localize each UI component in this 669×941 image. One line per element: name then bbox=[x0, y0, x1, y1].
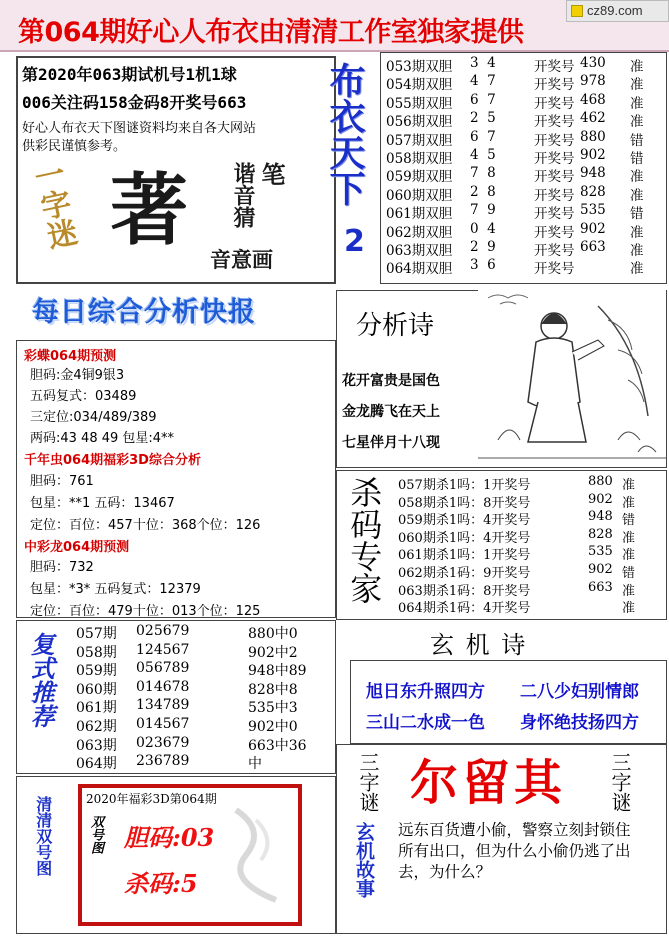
three-char-big-text: 尔留其 bbox=[410, 755, 567, 811]
double-dan-nums: 4 7 bbox=[470, 73, 496, 90]
kill-code-status: 错 bbox=[622, 513, 636, 529]
source-note-line1: 好心人布衣天下图谜资料均来自各大网站 bbox=[22, 121, 257, 136]
three-char-label-left: 三字谜 bbox=[356, 752, 380, 812]
compound-code: 236789 bbox=[136, 753, 190, 770]
kill-code-result: 948 bbox=[588, 509, 613, 525]
three-char-label-right: 三字谜 bbox=[608, 752, 632, 812]
double-dan-result: 978 bbox=[580, 73, 606, 90]
double-dan-period: 057期双胆 bbox=[386, 132, 453, 149]
xuanji-poem-title: 玄 机 诗 bbox=[430, 631, 528, 659]
scholar-illustration bbox=[478, 290, 666, 466]
double-dan-label: 开奖号 bbox=[534, 187, 575, 204]
kill-code-text: 064期杀1码：4开奖号 bbox=[398, 601, 531, 617]
qnc-line: 包星：**1 五码：13467 bbox=[30, 496, 175, 511]
compound-code: 056789 bbox=[136, 660, 190, 677]
double-dan-period: 059期双胆 bbox=[386, 169, 453, 186]
double-dan-nums: 2 9 bbox=[470, 239, 496, 255]
analysis-poem-line: 金龙腾飞在天上 bbox=[342, 404, 440, 420]
double-dan-period: 063期双胆 bbox=[386, 243, 453, 259]
double-dan-result: 880 bbox=[580, 128, 606, 145]
double-dan-period: 056期双胆 bbox=[386, 114, 453, 131]
double-dan-period: 060期双胆 bbox=[386, 187, 453, 204]
double-dan-nums: 0 4 bbox=[470, 220, 496, 237]
kill-code-text: 059期杀1吗：4开奖号 bbox=[398, 513, 531, 529]
double-dan-nums: 3 6 bbox=[470, 257, 496, 274]
page-title: 第064期好心人布衣由清清工作室独家提供 bbox=[18, 17, 524, 48]
double-dan-status: 准 bbox=[630, 77, 644, 94]
double-dan-label: 开奖号 bbox=[534, 114, 575, 131]
double-dan-nums: 4 5 bbox=[470, 147, 496, 163]
double-dan-label: 开奖号 bbox=[534, 151, 575, 167]
kill-code-status: 准 bbox=[622, 478, 636, 493]
double-dan-nums: 6 7 bbox=[470, 91, 496, 108]
double-dan-result: 902 bbox=[580, 220, 606, 237]
double-dan-result: 663 bbox=[580, 239, 606, 255]
story-side-label: 玄机故事 bbox=[353, 822, 375, 898]
compound-code: 124567 bbox=[136, 641, 190, 658]
qnc-line: 定位：百位：457十位：368个位：126 bbox=[30, 518, 261, 533]
qnc-line: 胆码：761 bbox=[30, 474, 94, 489]
compound-period: 064期 bbox=[76, 756, 117, 773]
compound-period: 059期 bbox=[76, 663, 117, 680]
kill-code-status: 准 bbox=[622, 495, 636, 511]
daily-analysis-banner: 每日综合分析快报 bbox=[32, 297, 256, 328]
double-dan-nums: 6 7 bbox=[470, 128, 496, 145]
double-dan-status: 准 bbox=[630, 95, 644, 112]
compound-result: 663中36 bbox=[248, 737, 307, 754]
chart-vertical-label: 双号图 bbox=[88, 815, 103, 854]
zcl-line: 胆码：732 bbox=[30, 560, 94, 575]
story-text: 远东百货遭小偷，警察立刻封锁住所有出口，但为什么小偷仍逃了出去，为什么？ bbox=[398, 821, 631, 881]
kill-code-status: 错 bbox=[622, 566, 636, 581]
compound-code: 014567 bbox=[136, 716, 190, 732]
kill-code-result: 902 bbox=[588, 491, 613, 507]
caidie-line: 五码复式：03489 bbox=[30, 389, 137, 404]
double-dan-period: 054期双胆 bbox=[386, 77, 453, 94]
compound-period: 062期 bbox=[76, 719, 117, 735]
double-dan-status: 准 bbox=[630, 261, 644, 278]
xuanji-line: 身怀绝技扬四方 bbox=[520, 713, 639, 733]
double-dan-status: 错 bbox=[630, 132, 644, 149]
zcl-heading: 中彩龙064期预测 bbox=[24, 540, 130, 555]
xuanji-line: 三山二水成一色 bbox=[366, 713, 485, 733]
analysis-poem-title: 分析诗 bbox=[356, 311, 435, 341]
double-dan-status: 准 bbox=[630, 59, 644, 75]
double-dan-status: 准 bbox=[630, 224, 644, 241]
zcl-line: 定位：百位：479十位：013个位：125 bbox=[30, 604, 261, 619]
compound-period: 057期 bbox=[76, 626, 117, 642]
double-dan-period: 062期双胆 bbox=[386, 224, 453, 241]
double-dan-result: 948 bbox=[580, 165, 606, 182]
kill-code-result: 535 bbox=[588, 544, 613, 560]
riddle-hint-col2: 音意画 bbox=[210, 247, 273, 272]
kill-code-status: 准 bbox=[622, 548, 636, 564]
xuanji-line: 旭日东升照四方 bbox=[366, 682, 485, 702]
one-char-riddle-label: 一字迷 bbox=[26, 157, 79, 253]
compound-result: 535中3 bbox=[248, 700, 298, 717]
kill-code-status: 准 bbox=[622, 530, 636, 546]
double-dan-result: 828 bbox=[580, 183, 606, 200]
compound-code: 023679 bbox=[136, 734, 190, 751]
double-dan-status: 准 bbox=[630, 114, 644, 131]
compound-result: 828中8 bbox=[248, 681, 298, 698]
double-dan-label: 开奖号 bbox=[534, 59, 575, 75]
double-dan-period: 053期双胆 bbox=[386, 59, 453, 75]
kill-code-status: 准 bbox=[622, 583, 636, 599]
double-dan-label: 开奖号 bbox=[534, 243, 575, 259]
double-dan-label: 开奖号 bbox=[534, 132, 575, 149]
decorative-wave-icon bbox=[226, 800, 296, 910]
double-dan-result: 430 bbox=[580, 55, 606, 71]
double-dan-result: 468 bbox=[580, 91, 606, 108]
riddle-hint-col1: 谐音猜 bbox=[230, 162, 256, 228]
xuanji-line: 二八少妇别情郎 bbox=[520, 682, 639, 702]
compound-code: 025679 bbox=[136, 623, 190, 639]
trial-number-line: 第2020年063期试机号1机1球 bbox=[22, 65, 237, 84]
kill-code-result: 902 bbox=[588, 562, 613, 577]
kill-code-text: 058期杀1吗：8开奖号 bbox=[398, 495, 531, 511]
kill-code-title: 杀码专家 bbox=[345, 476, 384, 604]
double-dan-nums: 2 5 bbox=[470, 110, 496, 127]
compound-title: 复式推荐 bbox=[26, 632, 56, 728]
double-dan-nums: 7 9 bbox=[470, 202, 496, 219]
double-dan-nums: 2 8 bbox=[470, 183, 496, 200]
compound-period: 061期 bbox=[76, 700, 117, 717]
double-dan-result: 462 bbox=[580, 110, 606, 127]
double-dan-label: 开奖号 bbox=[534, 224, 575, 241]
compound-result: 中 bbox=[248, 756, 262, 773]
double-dan-label: 开奖号 bbox=[534, 206, 575, 223]
double-dan-status: 准 bbox=[630, 187, 644, 204]
zcl-line: 包星：*3* 五码复式：12379 bbox=[30, 582, 201, 597]
double-dan-period: 055期双胆 bbox=[386, 95, 453, 112]
source-note-line2: 供彩民谨慎参考。 bbox=[22, 139, 127, 154]
double-dan-status: 错 bbox=[630, 151, 644, 167]
double-dan-status: 错 bbox=[630, 206, 644, 223]
kill-code-text: 062期杀1码：9开奖号 bbox=[398, 566, 531, 581]
kill-code-text: 057期杀1吗：1开奖号 bbox=[398, 478, 531, 493]
qnc-heading: 千年虫064期福彩3D综合分析 bbox=[24, 453, 201, 468]
qingqing-side-label: 清清双号图 bbox=[33, 796, 53, 876]
compound-code: 134789 bbox=[136, 697, 190, 714]
chart-box-title: 2020年福彩3D第064期 bbox=[86, 792, 217, 806]
kill-code-result: 663 bbox=[588, 579, 613, 595]
compound-result: 902中2 bbox=[248, 644, 298, 661]
kill-code-result: 880 bbox=[588, 474, 613, 489]
site-logo[interactable] bbox=[566, 0, 669, 22]
compound-code: 014678 bbox=[136, 678, 190, 695]
compound-result: 948中89 bbox=[248, 663, 307, 680]
double-dan-period: 064期双胆 bbox=[386, 261, 453, 278]
riddle-hint-col3: 笔 bbox=[257, 162, 286, 186]
compound-result: 902中0 bbox=[248, 719, 298, 735]
double-dan-label: 开奖号 bbox=[534, 169, 575, 186]
focus-code-line: 006关注码158金码8开奖号663 bbox=[22, 93, 247, 112]
double-dan-label: 开奖号 bbox=[534, 95, 575, 112]
dan-code-label: 胆码:03 bbox=[124, 823, 215, 852]
analysis-poem-line: 七星伴月十八现 bbox=[342, 435, 440, 451]
brand-number: 2 bbox=[344, 224, 365, 259]
compound-period: 063期 bbox=[76, 737, 117, 754]
kill-code-text: 063期杀1码：8开奖号 bbox=[398, 583, 531, 599]
analysis-poem-line: 花开富贵是国色 bbox=[342, 373, 440, 389]
double-dan-status: 准 bbox=[630, 243, 644, 259]
double-dan-period: 058期双胆 bbox=[386, 151, 453, 167]
kill-code-result: 828 bbox=[588, 526, 613, 542]
kill-code-status: 准 bbox=[622, 601, 636, 617]
kill-code-label: 杀码:5 bbox=[124, 869, 198, 898]
compound-result: 880中0 bbox=[248, 626, 298, 642]
caidie-line: 三定位:034/489/389 bbox=[30, 410, 157, 425]
compound-period: 058期 bbox=[76, 644, 117, 661]
kill-code-text: 060期杀1吗：4开奖号 bbox=[398, 530, 531, 546]
caidie-line: 胆码:金4铜9银3 bbox=[30, 368, 125, 383]
compound-period: 060期 bbox=[76, 681, 117, 698]
brand-title: 布衣天下 bbox=[324, 62, 365, 206]
double-dan-result: 535 bbox=[580, 202, 606, 219]
double-dan-result: 902 bbox=[580, 147, 606, 163]
double-dan-period: 061期双胆 bbox=[386, 206, 453, 223]
double-dan-nums: 7 8 bbox=[470, 165, 496, 182]
kill-code-text: 061期杀1吗：1开奖号 bbox=[398, 548, 531, 564]
double-dan-label: 开奖号 bbox=[534, 77, 575, 94]
logo-square-icon bbox=[571, 5, 583, 17]
double-dan-label: 开奖号 bbox=[534, 261, 575, 278]
caidie-line: 两码:43 48 49 包星:4** bbox=[30, 431, 175, 446]
caidie-heading: 彩蝶064期预测 bbox=[24, 349, 117, 364]
logo-text: cz89.com bbox=[587, 3, 643, 18]
double-dan-nums: 3 4 bbox=[470, 55, 496, 71]
riddle-big-char: 著 bbox=[110, 165, 189, 256]
double-dan-status: 准 bbox=[630, 169, 644, 186]
